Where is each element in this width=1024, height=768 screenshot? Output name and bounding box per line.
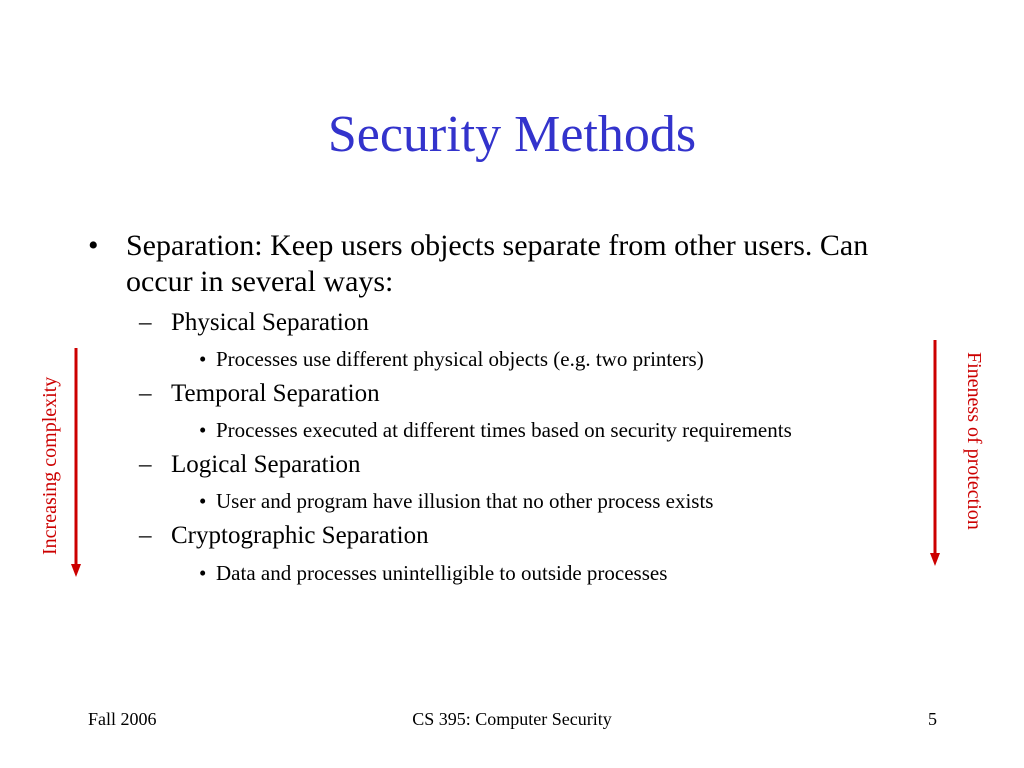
dash-marker: – — [139, 309, 152, 336]
separation-detail: Data and processes unintelligible to outside processes — [216, 561, 668, 585]
bullet-marker: • — [199, 418, 207, 442]
slide-title: Security Methods — [327, 106, 697, 163]
separation-label: Temporal Separation — [171, 380, 380, 407]
dash-marker: – — [139, 522, 152, 549]
bullet-marker: • — [199, 489, 207, 513]
left-down-arrow-icon — [71, 348, 81, 577]
footer-page-number: 5 — [928, 709, 937, 729]
dash-marker: – — [139, 451, 152, 478]
bullet-marker: • — [199, 561, 207, 585]
main-bullet-symbol: • — [88, 229, 99, 262]
left-axis-label: Increasing complexity — [39, 376, 61, 555]
separation-label: Physical Separation — [171, 309, 369, 336]
main-bullet-text: Separation: Keep users objects separate from other users. Can occur in several ways: — [126, 229, 869, 298]
separation-detail: Processes executed at different times based on security requirements — [216, 418, 792, 442]
right-axis-label: Fineness of protection — [963, 352, 985, 530]
right-down-arrow-icon — [930, 340, 940, 566]
separation-detail: User and program have illusion that no other process exists — [216, 489, 714, 513]
bullet-marker: • — [199, 347, 207, 371]
separation-label: Logical Separation — [171, 451, 361, 478]
separation-detail: Processes use different physical objects (e.g. two printers) — [216, 347, 704, 371]
footer-course: CS 395: Computer Security — [412, 709, 612, 729]
dash-marker: – — [139, 380, 152, 407]
separation-label: Cryptographic Separation — [171, 522, 429, 549]
footer-date: Fall 2006 — [88, 709, 157, 729]
